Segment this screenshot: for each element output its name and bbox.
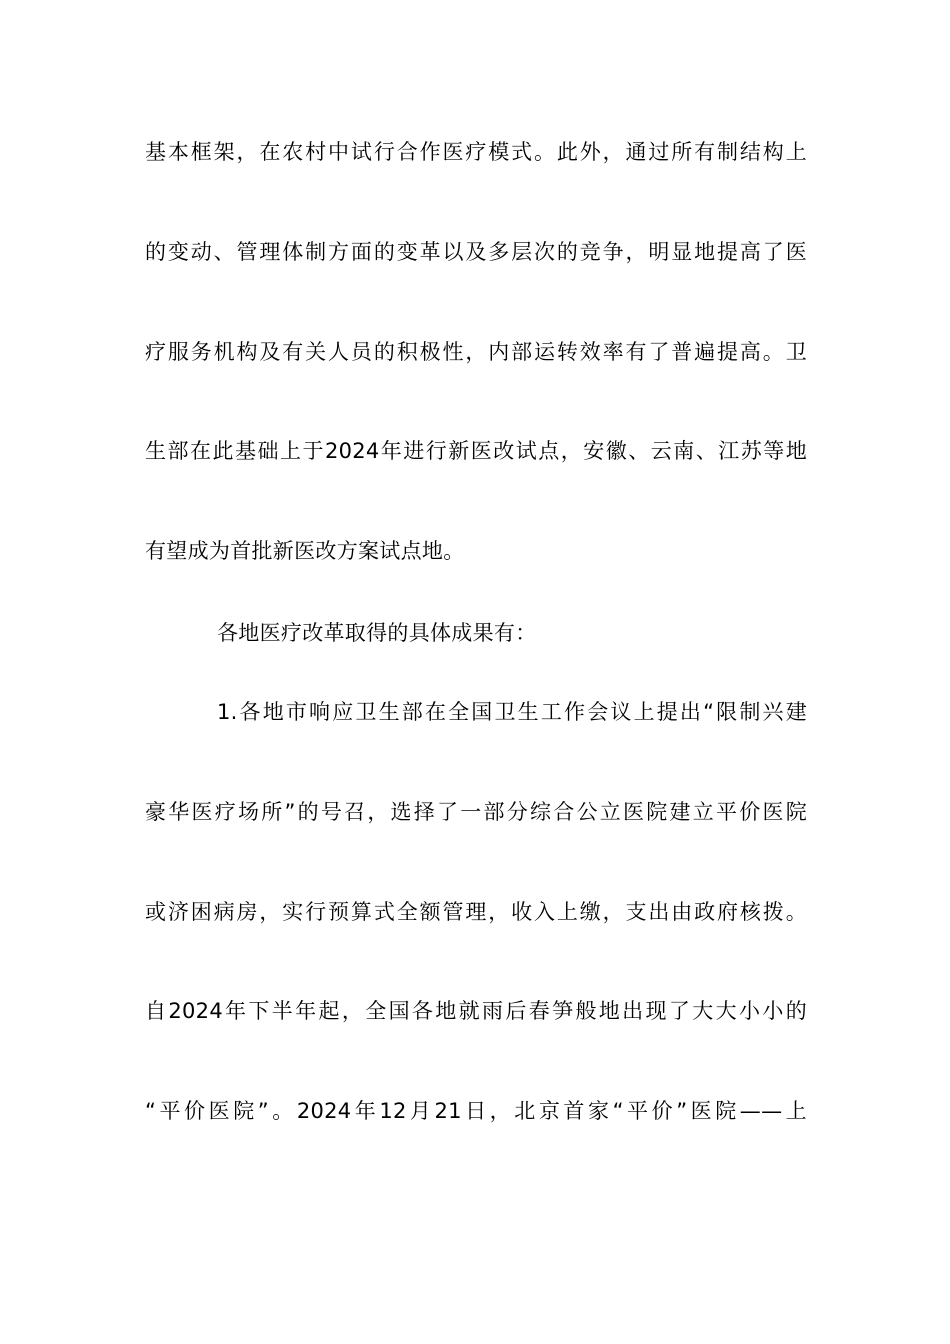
- list-item-1-line-4: 自2024年下半年起，全国各地就雨后春笋般地出现了大大小小的: [145, 999, 807, 1023]
- list-item-1-line-1: 1.各地市响应卫生部在全国卫生工作会议上提出“限制兴建: [217, 700, 807, 724]
- paragraph-line-5: 有望成为首批新医改方案试点地。: [145, 539, 465, 563]
- list-item-1-line-3: 或济困病房，实行预算式全额管理，收入上缴，支出由政府核拨。: [145, 900, 807, 924]
- section-intro-line: 各地医疗改革取得的具体成果有：: [217, 621, 537, 645]
- list-item-1-line-2: 豪华医疗场所”的号召，选择了一部分综合公立医院建立平价医院: [145, 800, 807, 824]
- paragraph-line-4: 生部在此基础上于2024年进行新医改试点，安徽、云南、江苏等地: [145, 439, 807, 463]
- paragraph-line-1: 基本框架，在农村中试行合作医疗模式。此外，通过所有制结构上: [145, 140, 807, 164]
- paragraph-line-3: 疗服务机构及有关人员的积极性，内部运转效率有了普遍提高。卫: [145, 340, 807, 364]
- paragraph-line-2: 的变动、管理体制方面的变革以及多层次的竞争，明显地提高了医: [145, 240, 807, 264]
- list-item-1-line-5: “平价医院”。2024年12月21日，北京首家“平价”医院——上: [145, 1099, 807, 1123]
